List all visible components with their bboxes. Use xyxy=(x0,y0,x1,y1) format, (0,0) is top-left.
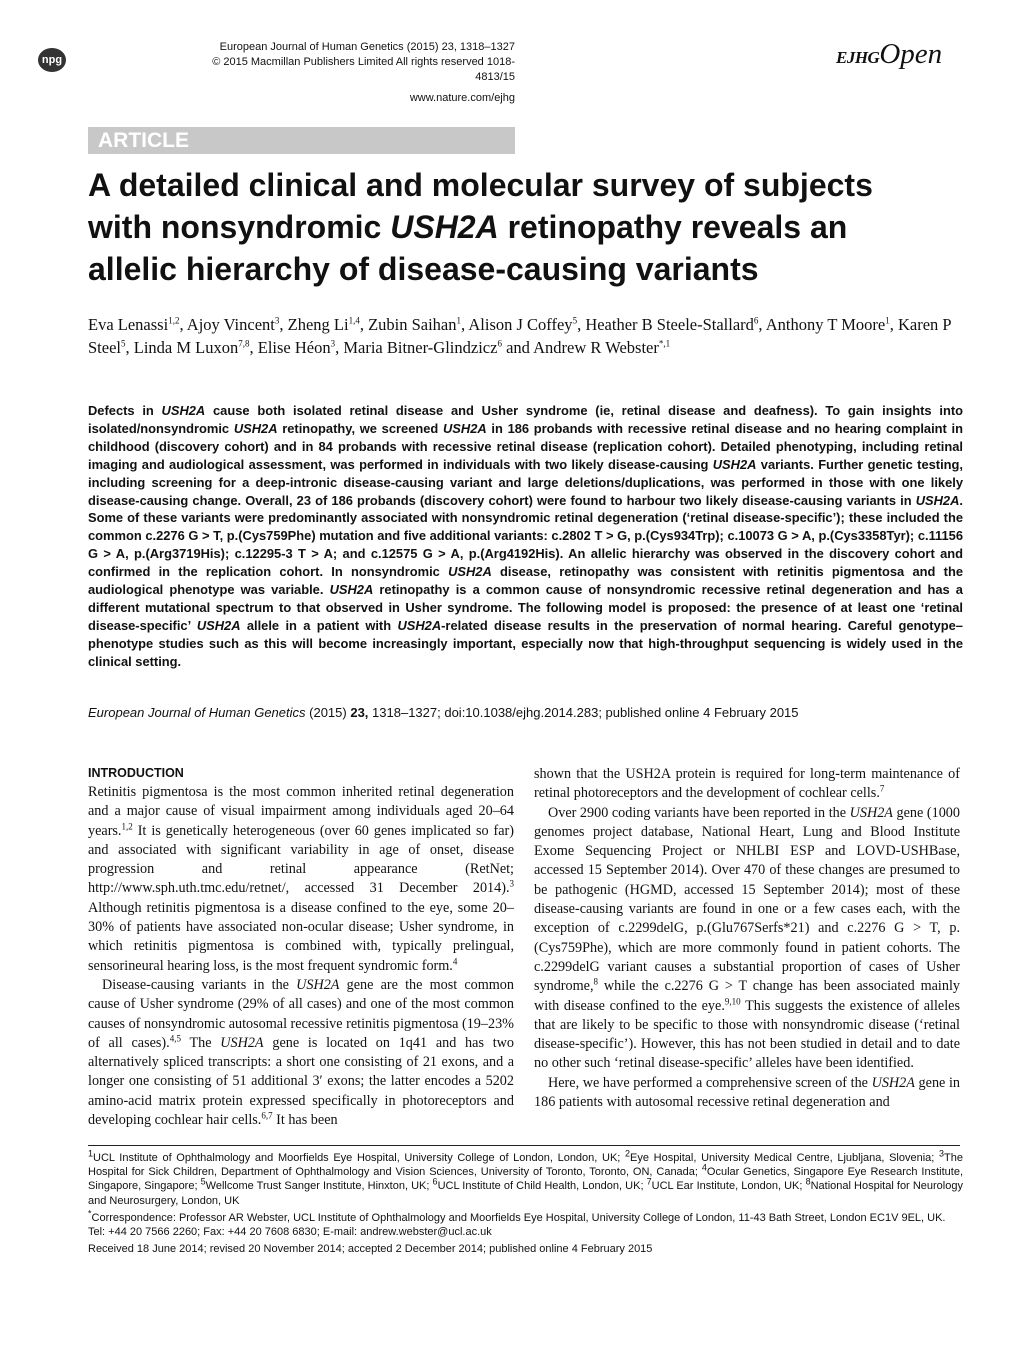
author-affiliation: 6 xyxy=(497,338,502,349)
author-name: Zubin Saihan xyxy=(368,315,457,334)
intro-paragraph-4: Over 2900 coding variants have been reported in the USH2A gene (1000 genomes project database, National Heart, Lung and Blood Institute Exome Sequencing Project or NHLBI ESP and LOVD-USHBase, accessed 15 September 2014). Over 470 of these changes are presumed to be pathogenic (HGMD, accessed 15 September 2014); most of these disease-causing variants are found in one or a few cases each, with the exception of c.2299delG, p.(Glu767Serfs*21) and c.2276 G > T, p.(Cys759Phe), which are more commonly found in patient cohorts. The c.2299delG variant causes a substantial proportion of cases of Usher syndrome,$^8$ while the c.2276 G > T change has been associated mainly with disease confined to the eye.$^{9,10}$ This suggests the existence of alleles that are likely to be specific to those with nonsyndromic disease (‘retinal disease-specific’). However, this has not been studied in detail and to date no other such ‘retinal disease-specific’ alleles have been identified. xyxy=(534,804,960,1072)
citation-line xyxy=(88,704,968,722)
correspondence: *Correspondence: Professor AR Webster, UCL Institute of Ophthalmology and Moorfields Eye Hospital, University College of London, 11-43 Bath Street, London EC1V 9EL, UK. Tel: +44 20 7566 2260; Fax: +44 20 7608 6830; E-mail: andrew.webster@ucl.ac.uk xyxy=(88,1208,946,1239)
brand-big: Open xyxy=(879,38,943,70)
author-affiliation: 3 xyxy=(274,315,280,326)
citation-volume: 23, xyxy=(350,705,369,720)
title-gene: USH2A xyxy=(390,209,499,245)
author-affiliation: *,1 xyxy=(658,338,671,349)
citation-rest: 1318–1327; doi:10.1038/ejhg.2014.283; published online 4 February 2015 xyxy=(372,705,799,720)
body-column-left xyxy=(88,765,514,1130)
author-affiliation: 1,4 xyxy=(348,315,360,326)
affiliations: $^1$UCL Institute of Ophthalmology and Moorfields Eye Hospital, University College of London, London, UK; $^2$Eye Hospital, University Medical Centre, Ljubljana, Slovenia; $^3$The Hospital for Sick Children, Department of Ophthalmology and Vision Sciences, University of Toronto, Toronto, ON, Canada; $^4$Ocular Genetics, Singapore Eye Research Institute, Singapore, Singapore; $^5$Wellcome Trust Sanger Institute, Hinxton, UK; $^6$UCL Institute of Child Health, London, UK; $^7$UCL Ear Institute, London, UK; $^8$National Hospital for Neurology and Neurosurgery, London, UK xyxy=(88,1148,963,1207)
article-title xyxy=(88,164,978,290)
author-affiliation: 3 xyxy=(330,338,336,349)
npg-logo: npg xyxy=(38,48,66,72)
intro-paragraph-3: shown that the USH2A protein is required for long-term maintenance of retinal photoreceptors and the development of cochlear cells.$^7$ xyxy=(534,766,960,802)
author-name: Karen P Steel xyxy=(88,315,951,357)
author-affiliation: 5 xyxy=(121,338,126,349)
intro-paragraph-1: Retinitis pigmentosa is the most common inherited retinal degeneration and a major cause of visual impairment among individuals aged 20–64 years.$^{1,2}$ It is genetically heterogeneous (over 60 genes implicated so far) and associated with significant variability in age of onset, disease progression and retinal appearance (RetNet; http://www.sph.uth.tmc.edu/retnet/, accessed 31 December 2014).$^3$ Although retinitis pigmentosa is a disease confined to the eye, some 20–30% of patients have associated non-ocular disease; Usher syndrome, in which retinitis pigmentosa is combined with, typically prelingual, sensorineural hearing loss, is the most frequent syndromic form.$^4$ xyxy=(88,784,514,974)
journal-line: European Journal of Human Genetics (2015) 23, 1318–1327 xyxy=(219,41,515,53)
journal-url[interactable]: www.nature.com/ejhg xyxy=(409,92,515,104)
footnote-divider xyxy=(88,1145,960,1146)
author-affiliation: 1 xyxy=(885,315,890,326)
title-line-1: A detailed clinical and molecular survey of subjects xyxy=(88,167,873,203)
citation-journal: European Journal of Human Genetics xyxy=(88,705,306,720)
ejhg-open-logo xyxy=(836,38,942,71)
section-heading: INTRODUCTION xyxy=(88,766,184,780)
intro-paragraph-2: Disease-causing variants in the USH2A gene are the most common cause of Usher syndrome (29% of all cases) and one of the most common causes of nonsyndromic autosomal recessive retinitis pigmentosa (19–23% of all cases).$^{4,5}$ The USH2A gene is located on 1q41 and has two alternatively spliced transcripts: a short one consisting of 21 exons, and a longer one consisting of 51 additional 3′ exons; the latter encodes a 5202 amino-acid matrix protein expressed specifically in photoreceptors and developing cochlear hair cells.$^{6,7}$ It has been xyxy=(88,976,514,1129)
author-name: Linda M Luxon xyxy=(133,338,239,357)
title-line-2-pre: with nonsyndromic xyxy=(88,209,391,245)
received-dates: Received 18 June 2014; revised 20 November 2014; accepted 2 December 2014; published online 4 February 2015 xyxy=(88,1243,653,1256)
author-name: Zheng Li xyxy=(287,315,349,334)
footnotes xyxy=(88,1148,963,1259)
author-name: Anthony T Moore xyxy=(765,315,886,334)
abstract: Defects in USH2A cause both isolated retinal disease and Usher syndrome (ie, retinal disease and deafness). To gain insights into isolated/nonsyndromic USH2A retinopathy, we screened USH2A in 186 probands with recessive retinal disease and no hearing complaint in childhood (discovery cohort) and in 84 probands with recessive retinal disease (replication cohort). Detailed phenotyping, including retinal imaging and audiological assessment, was performed in individuals with two likely disease-causing USH2A variants. Further genetic testing, including screening for a deep-intronic disease-causing variant and large deletions/duplications, was performed in those with one likely disease-causing change. Overall, 23 of 186 probands (discovery cohort) were found to harbour two likely disease-causing variants in USH2A. Some of these variants were predominantly associated with nonsyndromic retinal degeneration (‘retinal disease-specific’); these included the common c.2276 G > T, p.(Cys759Phe) mutation and five additional variants: c.2802 T > G, p.(Cys934Trp); c.10073 G > A, p.(Cys3358Tyr); c.11156 G > A, p.(Arg3719His); c.12295-3 T > A; and c.12575 G > A, p.(Arg4192His). An allelic hierarchy was observed in the discovery cohort and confirmed in the replication cohort. In nonsyndromic USH2A disease, retinopathy was consistent with retinitis pigmentosa and the audiological phenotype was variable. USH2A retinopathy is a common cause of nonsyndromic recessive retinal degeneration and has a different mutational spectrum to that observed in Usher syndrome. The following model is proposed: the presence of at least one ‘retinal disease-specific’ USH2A allele in a patient with USH2A-related disease results in the preservation of normal hearing. Careful genotype–phenotype studies such as this will become increasingly important, especially now that high-throughput sequencing is widely used in the clinical setting. xyxy=(88,403,964,669)
body-column-right xyxy=(534,765,960,1112)
author-name: Maria Bitner-Glindzicz xyxy=(343,338,498,357)
author-affiliation: 5 xyxy=(572,315,578,326)
article-type-label: ARTICLE xyxy=(98,129,189,152)
author-list: Eva Lenassi$^{1,2}$, Ajoy Vincent$^3$, Zheng Li$^{1,4}$, Zubin Saihan$^1$, Alison J Coffey$^5$, Heather B Steele-Stallard$^6$, Anthony T Moore$^1$, Karen P Steel$^5$, Linda M Luxon$^{7,8}$, Elise Héon$^3$, Maria Bitner-Glindzicz$^6$ and Andrew R Webster$^{*,1}$ xyxy=(88,315,951,357)
brand-small: EJHG xyxy=(836,48,880,67)
author-name: Ajoy Vincent xyxy=(186,315,275,334)
author-name: Eva Lenassi xyxy=(88,315,169,334)
author-name: Heather B Steele-Stallard xyxy=(585,315,754,334)
copyright-line: © 2015 Macmillan Publishers Limited All rights reserved 1018-4813/15 xyxy=(212,56,515,83)
author-affiliation: 1 xyxy=(456,315,462,326)
author-name: Andrew R Webster xyxy=(533,338,659,357)
journal-header xyxy=(180,40,515,106)
author-affiliation: 7,8 xyxy=(238,338,250,349)
author-affiliation: 1,2 xyxy=(168,315,180,326)
title-line-3: allelic hierarchy of disease-causing variants xyxy=(88,251,759,287)
title-line-2-post: retinopathy reveals an xyxy=(498,209,848,245)
author-name: Alison J Coffey xyxy=(468,315,573,334)
author-affiliation: 6 xyxy=(753,315,759,326)
citation-year: (2015) xyxy=(309,705,347,720)
intro-paragraph-5: Here, we have performed a comprehensive screen of the USH2A gene in 186 patients with autosomal recessive retinal degeneration and xyxy=(534,1074,960,1111)
author-name: Elise Héon xyxy=(257,338,331,357)
